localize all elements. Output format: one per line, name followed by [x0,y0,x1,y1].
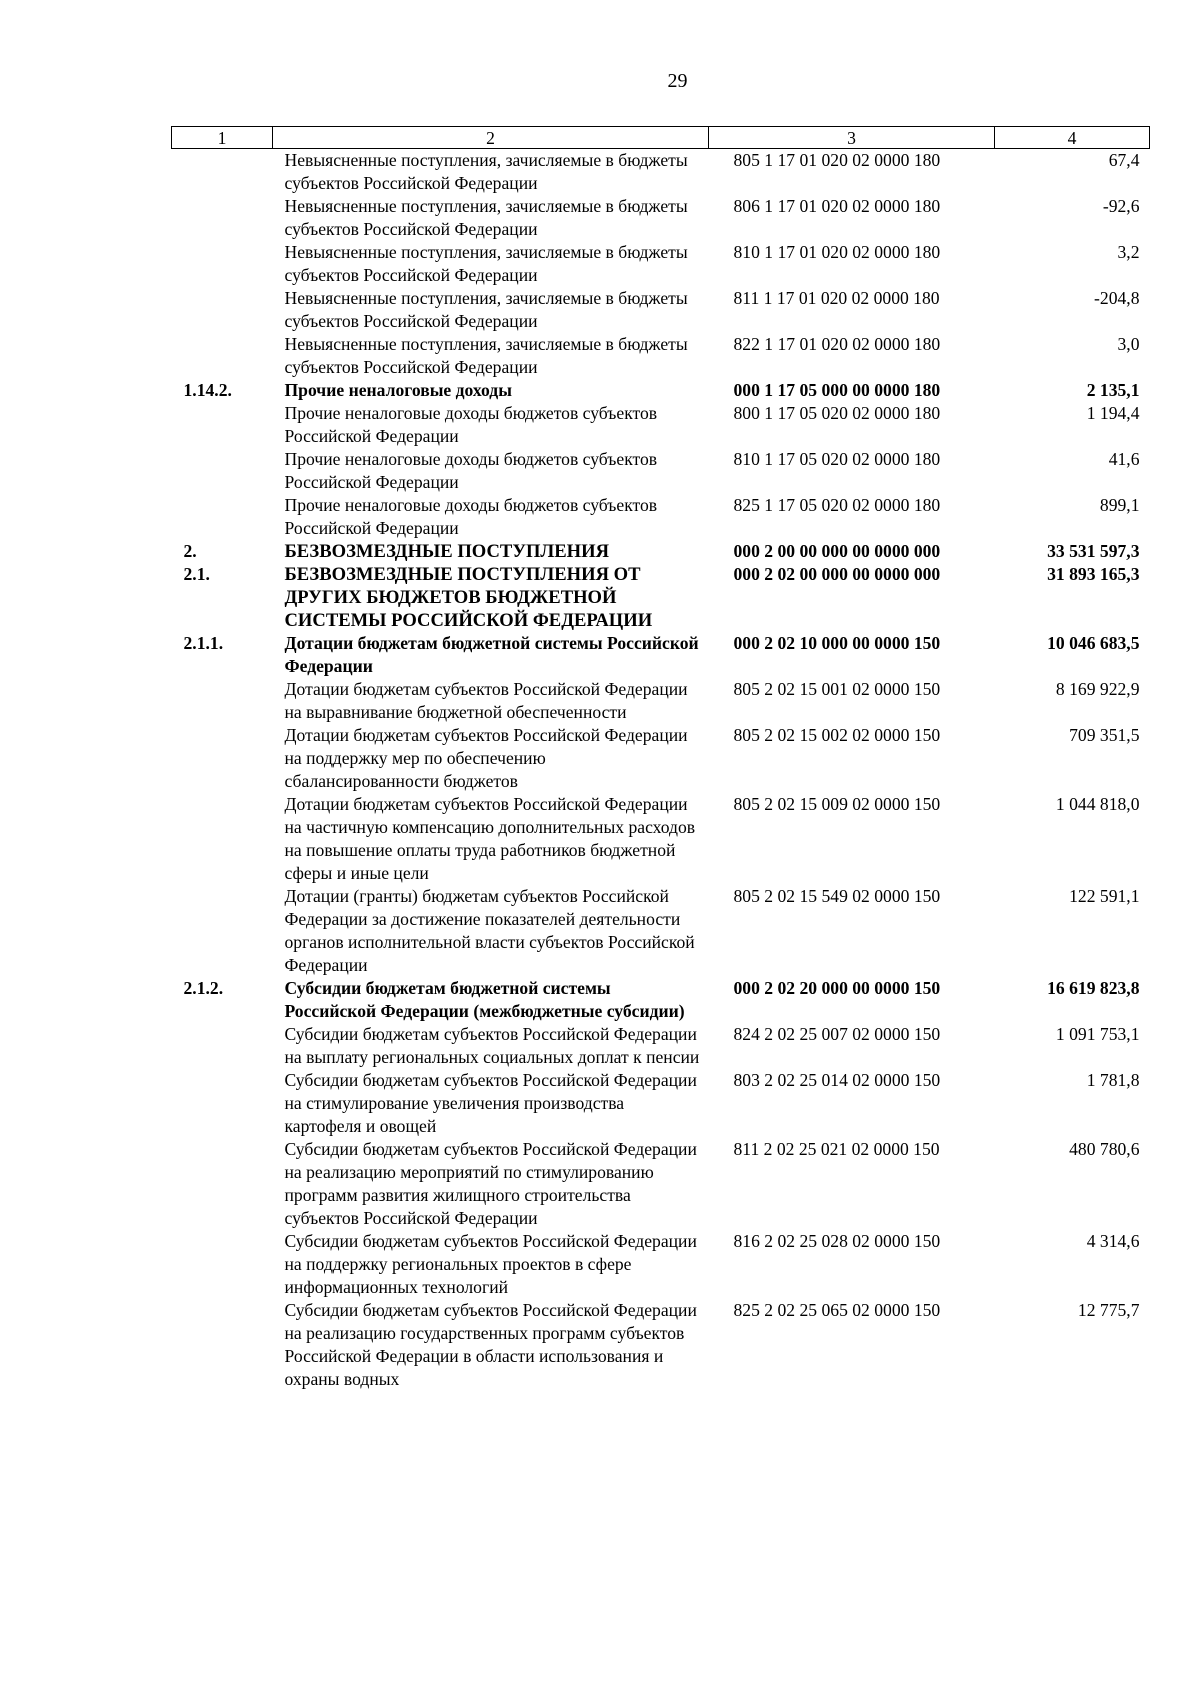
amount-value: 709 351,5 [1069,725,1140,745]
row-number [172,793,273,885]
amount-value: 41,6 [1108,449,1140,469]
budget-code: 816 2 02 25 028 02 0000 150 [733,1231,941,1251]
budget-code: 825 1 17 05 020 02 0000 180 [733,495,941,515]
row-number [172,287,273,333]
table-row [172,540,1150,563]
row-number [172,1299,273,1391]
budget-code: 805 2 02 15 001 02 0000 150 [733,679,941,699]
revenue-name: Прочие неналоговые доходы бюджетов субъектов Российской Федерации [284,449,658,492]
row-number [172,885,273,977]
amount-value: 1 091 753,1 [1055,1024,1140,1044]
row-number: 2.1. [183,564,210,584]
row-number [172,724,273,793]
amount-value: -204,8 [1094,288,1140,308]
table-row [172,1299,1150,1391]
amount-value: 122 591,1 [1069,886,1140,906]
table-row [172,1023,1150,1069]
row-number [172,1230,273,1299]
budget-code: 811 2 02 25 021 02 0000 150 [733,1139,940,1159]
budget-code: 805 2 02 15 002 02 0000 150 [733,725,941,745]
header-col-2: 2 [273,127,709,149]
amount-value: 1 194,4 [1086,403,1140,423]
budget-code: 810 1 17 01 020 02 0000 180 [733,242,941,262]
row-number [172,448,273,494]
revenue-name: Невыясненные поступления, зачисляемые в бюджеты субъектов Российской Федерации [284,288,688,331]
budget-code: 805 2 02 15 549 02 0000 150 [733,886,941,906]
header-row [172,127,1150,149]
row-number: 2. [183,541,197,561]
amount-value: 12 775,7 [1077,1300,1140,1320]
header-col-3: 3 [709,127,995,149]
budget-code: 000 1 17 05 000 00 0000 180 [733,380,941,400]
row-number: 1.14.2. [183,380,232,400]
header-col-4: 4 [995,127,1150,149]
revenue-name: Субсидии бюджетам субъектов Российской Федерации на реализацию мероприятий по стимулированию программ развития жилищного строительства субъектов Российской Федерации [284,1139,697,1228]
budget-code: 811 1 17 01 020 02 0000 180 [733,288,940,308]
table-row [172,494,1150,540]
revenue-name: Прочие неналоговые доходы бюджетов субъектов Российской Федерации [284,403,658,446]
revenue-name: Субсидии бюджетам субъектов Российской Федерации на выплату региональных социальных доплат к пенсии [284,1024,700,1067]
table-row [172,678,1150,724]
amount-value: 16 619 823,8 [1047,978,1140,998]
revenue-name: БЕЗВОЗМЕЗДНЫЕ ПОСТУПЛЕНИЯ ОТ ДРУГИХ БЮДЖЕТОВ БЮДЖЕТНОЙ СИСТЕМЫ РОССИЙСКОЙ ФЕДЕРАЦИИ [284,564,653,631]
revenue-name: Невыясненные поступления, зачисляемые в бюджеты субъектов Российской Федерации [284,150,688,193]
row-number [172,494,273,540]
revenue-name: Субсидии бюджетам субъектов Российской Федерации на реализацию государственных программ субъектов Российской Федерации в области использования и охраны водных [284,1300,697,1389]
amount-value: -92,6 [1102,196,1140,216]
amount-value: 31 893 165,3 [1047,564,1140,584]
budget-code: 805 1 17 01 020 02 0000 180 [733,150,941,170]
table-row [172,149,1150,196]
budget-code: 824 2 02 25 007 02 0000 150 [733,1024,941,1044]
budget-code: 806 1 17 01 020 02 0000 180 [733,196,941,216]
table-row [172,195,1150,241]
budget-code: 810 1 17 05 020 02 0000 180 [733,449,941,469]
revenue-name: Невыясненные поступления, зачисляемые в бюджеты субъектов Российской Федерации [284,334,688,377]
row-number [172,1138,273,1230]
table-row [172,724,1150,793]
revenue-name: Невыясненные поступления, зачисляемые в бюджеты субъектов Российской Федерации [284,242,688,285]
table-row [172,379,1150,402]
amount-value: 33 531 597,3 [1047,541,1140,561]
revenue-name: Дотации бюджетам субъектов Российской Федерации на поддержку мер по обеспечению сбалансированности бюджетов [284,725,688,791]
budget-code: 800 1 17 05 020 02 0000 180 [733,403,941,423]
row-number [172,241,273,287]
revenue-name: Дотации бюджетам субъектов Российской Федерации на выравнивание бюджетной обеспеченности [284,679,688,722]
budget-code: 825 2 02 25 065 02 0000 150 [733,1300,941,1320]
amount-value: 3,2 [1117,242,1140,262]
table-body [172,149,1150,1392]
table-row [172,885,1150,977]
row-number [172,678,273,724]
table-row [172,632,1150,678]
row-number: 2.1.1. [183,633,224,653]
revenue-name: Прочие неналоговые доходы [284,380,512,400]
row-number [172,1023,273,1069]
budget-code: 000 2 00 00 000 00 0000 000 [733,541,941,561]
revenue-name: Дотации бюджетам субъектов Российской Федерации на частичную компенсацию дополнительных расходов на повышение оплаты труда работников бюджетной сферы и иные цели [284,794,696,883]
row-number [172,149,273,196]
revenue-name: БЕЗВОЗМЕЗДНЫЕ ПОСТУПЛЕНИЯ [284,541,610,562]
page-number: 29 [667,70,688,92]
budget-revenue-table [171,126,1150,1391]
revenue-name: Прочие неналоговые доходы бюджетов субъектов Российской Федерации [284,495,658,538]
amount-value: 1 781,8 [1086,1070,1140,1090]
table-row [172,402,1150,448]
table-row [172,1138,1150,1230]
budget-code: 822 1 17 01 020 02 0000 180 [733,334,941,354]
row-number [172,402,273,448]
budget-code: 803 2 02 25 014 02 0000 150 [733,1070,941,1090]
budget-code: 000 2 02 10 000 00 0000 150 [733,633,941,653]
table-row [172,333,1150,379]
amount-value: 2 135,1 [1086,380,1140,400]
table-row [172,1230,1150,1299]
budget-code: 000 2 02 20 000 00 0000 150 [733,978,941,998]
row-number [172,195,273,241]
table-row [172,563,1150,632]
amount-value: 10 046 683,5 [1047,633,1140,653]
budget-code: 000 2 02 00 000 00 0000 000 [733,564,941,584]
table-row [172,1069,1150,1138]
amount-value: 480 780,6 [1069,1139,1140,1159]
budget-code: 805 2 02 15 009 02 0000 150 [733,794,941,814]
table-row [172,287,1150,333]
table-row [172,448,1150,494]
row-number: 2.1.2. [183,978,224,998]
table-row [172,793,1150,885]
row-number [172,1069,273,1138]
revenue-name: Субсидии бюджетам бюджетной системы Российской Федерации (межбюджетные субсидии) [284,978,685,1021]
revenue-name: Невыясненные поступления, зачисляемые в бюджеты субъектов Российской Федерации [284,196,688,239]
revenue-name: Субсидии бюджетам субъектов Российской Федерации на стимулирование увеличения производства картофеля и овощей [284,1070,697,1136]
row-number [172,333,273,379]
amount-value: 1 044 818,0 [1055,794,1140,814]
amount-value: 4 314,6 [1086,1231,1140,1251]
header-col-1: 1 [172,127,273,149]
amount-value: 67,4 [1108,150,1140,170]
amount-value: 3,0 [1117,334,1140,354]
table-header [172,127,1150,149]
revenue-name: Дотации бюджетам бюджетной системы Российской Федерации [284,633,699,676]
table-row [172,977,1150,1023]
table-row [172,241,1150,287]
revenue-name: Субсидии бюджетам субъектов Российской Федерации на поддержку региональных проектов в сфере информационных технологий [284,1231,697,1297]
amount-value: 899,1 [1099,495,1140,515]
amount-value: 8 169 922,9 [1055,679,1140,699]
revenue-name: Дотации (гранты) бюджетам субъектов Российской Федерации за достижение показателей деятельности органов исполнительной власти субъектов Российской Федерации [284,886,695,975]
